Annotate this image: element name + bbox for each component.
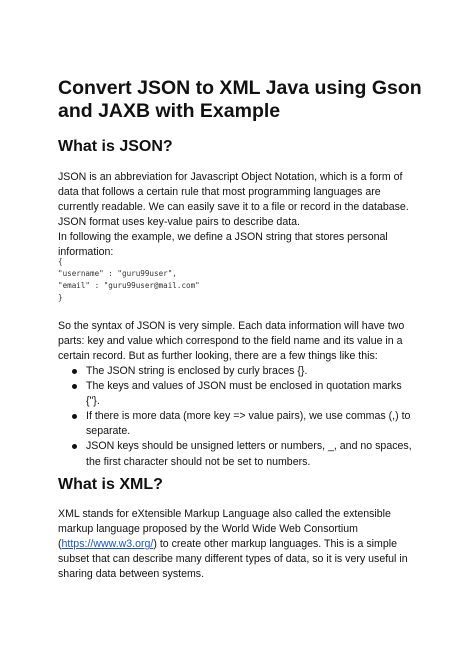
json-intro-line: data that follows a certain rule that most programming languages are — [58, 186, 381, 199]
syntax-line: So the syntax of JSON is very simple. Each data information will have two — [58, 320, 405, 332]
w3c-link[interactable]: https://www.w3.org/ — [61, 538, 154, 551]
json-rules-list — [70, 364, 422, 470]
code-line: "email" : "guru99user@mail.com" — [58, 281, 200, 291]
json-intro-line: currently readable. We can easily save it to a file or record in the database. — [58, 201, 409, 214]
list-item — [70, 364, 422, 379]
page-title: Convert JSON to XML Java using Gson and JAXB with Example — [58, 77, 422, 122]
code-line: "username" : "guru99user", — [58, 269, 177, 279]
list-item-text: {"}. — [86, 395, 100, 408]
xml-line: ) to create other markup languages. This is a simple — [153, 538, 397, 551]
json-intro-line: JSON format uses key-value pairs to describe data. — [58, 216, 300, 229]
xml-line: sharing data between systems. — [58, 568, 205, 581]
list-item-text: JSON keys should be unsigned letters or numbers, _, and no spaces, — [86, 440, 412, 453]
xml-intro-paragraph — [58, 507, 423, 582]
list-item-text: If there is more data (more key => value pairs), we use commas (,) to — [86, 410, 411, 423]
xml-line: markup language proposed by the World Wide Web Consortium — [58, 523, 358, 536]
list-item-text: the first character should not be set to numbers. — [86, 455, 311, 468]
json-syntax-paragraph — [58, 319, 423, 364]
syntax-line: parts: key and value which correspond to the field name and its value in a — [58, 335, 403, 348]
list-item — [70, 439, 422, 469]
code-line: { — [58, 257, 63, 266]
list-item — [70, 409, 422, 439]
code-line: } — [58, 293, 63, 303]
section-heading-json: What is JSON? — [58, 138, 173, 155]
json-intro-line: information: — [58, 246, 114, 259]
syntax-line: certain record. But as further looking, there are a few things like this: — [58, 350, 378, 363]
section-heading-xml: What is XML? — [58, 476, 163, 493]
json-intro-line: JSON is an abbreviation for Javascript Object Notation, which is a form of — [58, 171, 403, 183]
json-intro-paragraph — [58, 170, 423, 261]
xml-line: XML stands for eXtensible Markup Language also called the extensible — [58, 508, 391, 520]
list-item-text: The JSON string is enclosed by curly braces {}. — [86, 365, 308, 377]
list-item — [70, 379, 422, 409]
xml-line-open-paren: ( — [58, 538, 62, 551]
json-intro-line: In following the example, we define a JSON string that stores personal — [58, 231, 388, 244]
list-item-text: The keys and values of JSON must be enclosed in quotation marks — [86, 380, 402, 393]
list-item-text: separate. — [86, 425, 131, 438]
json-code-block — [58, 256, 423, 304]
xml-line: subset that can describe many different types of data, so it is very useful in — [58, 553, 408, 566]
